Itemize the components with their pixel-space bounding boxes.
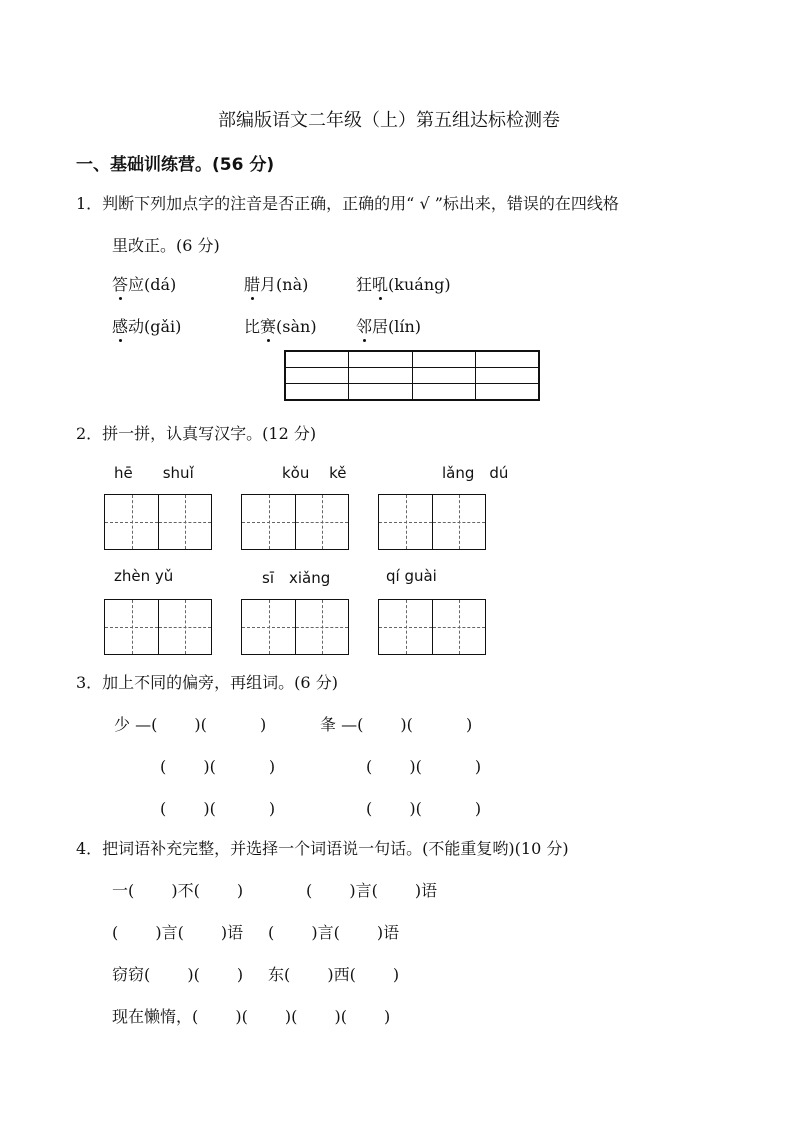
item-post: (sàn): [276, 317, 317, 336]
q3-row-left: ( )( ): [160, 799, 276, 818]
item-post: 月(nà): [260, 275, 309, 294]
q1-item: [112, 314, 181, 337]
q4-idiom: ( )言( )语: [112, 923, 244, 942]
writing-grid[interactable]: [378, 494, 486, 550]
writing-grid[interactable]: [241, 494, 349, 550]
q1-item: [112, 272, 176, 295]
dotted-char: 感: [112, 314, 128, 337]
q3-row-left: 少 —( )( ): [114, 715, 267, 734]
dotted-char: 赛: [260, 314, 276, 337]
pinyin-label: qí guài: [386, 567, 437, 585]
dotted-char: 答: [112, 272, 128, 295]
writing-grid[interactable]: [104, 494, 212, 550]
dotted-char: 腊: [244, 272, 260, 295]
pinyin-label: lǎng dú: [442, 464, 509, 482]
writing-grid[interactable]: [241, 599, 349, 655]
item-post: 动(gǎi): [128, 317, 182, 336]
q1-item: [356, 314, 421, 337]
q3-row-left: ( )( ): [160, 757, 276, 776]
writing-grid[interactable]: [378, 599, 486, 655]
q3-row-right: ( )( ): [366, 757, 482, 776]
q4-idiom: 一( )不( ): [112, 881, 244, 900]
item-post: 应(dá): [128, 275, 177, 294]
q4-idiom: 窃窃( )( ): [112, 965, 244, 984]
q3-row-right: ( )( ): [366, 799, 482, 818]
item-pre: 狂: [356, 275, 373, 294]
pinyin-label: sī xiǎng: [262, 569, 331, 587]
q4-heading: 4．把词语补充完整，并选择一个词语说一句话。(不能重复哟)(10 分): [76, 839, 569, 858]
page-title: 部编版语文二年级（上）第五组达标检测卷: [218, 110, 560, 131]
section-heading: 一、基础训练营。(56 分): [76, 155, 275, 175]
dotted-char: 邻: [356, 314, 372, 337]
writing-grid[interactable]: [104, 599, 212, 655]
q4-sentence: 现在懒惰，( )( )( )( ): [112, 1007, 391, 1026]
q1-line2: 里改正。(6 分): [112, 236, 220, 255]
q1-item: [244, 314, 317, 337]
q1-line1: 1．判断下列加点字的注音是否正确，正确的用“ √ ”标出来，错误的在四线格: [76, 194, 619, 213]
q4-idiom: 东( )西( ): [268, 965, 400, 984]
pinyin-label: zhèn yǔ: [114, 567, 174, 585]
q3-heading: 3．加上不同的偏旁，再组词。(6 分): [76, 673, 338, 692]
q3-row-right: 夆 —( )( ): [320, 715, 473, 734]
item-pre: 比: [244, 317, 261, 336]
item-post: (kuáng): [388, 275, 451, 294]
q2-heading: 2．拼一拼，认真写汉字。(12 分): [76, 424, 317, 443]
pinyin-label: kǒu kě: [282, 464, 347, 482]
q4-idiom: ( )言( )语: [306, 881, 438, 900]
q1-item: [356, 272, 451, 295]
q1-item: [244, 272, 308, 295]
pinyin-label: hē shuǐ: [114, 464, 194, 482]
dotted-char: 吼: [372, 272, 388, 295]
four-line-grid[interactable]: [284, 350, 540, 401]
q4-idiom: ( )言( )语: [268, 923, 400, 942]
item-post: 居(lín): [372, 317, 422, 336]
